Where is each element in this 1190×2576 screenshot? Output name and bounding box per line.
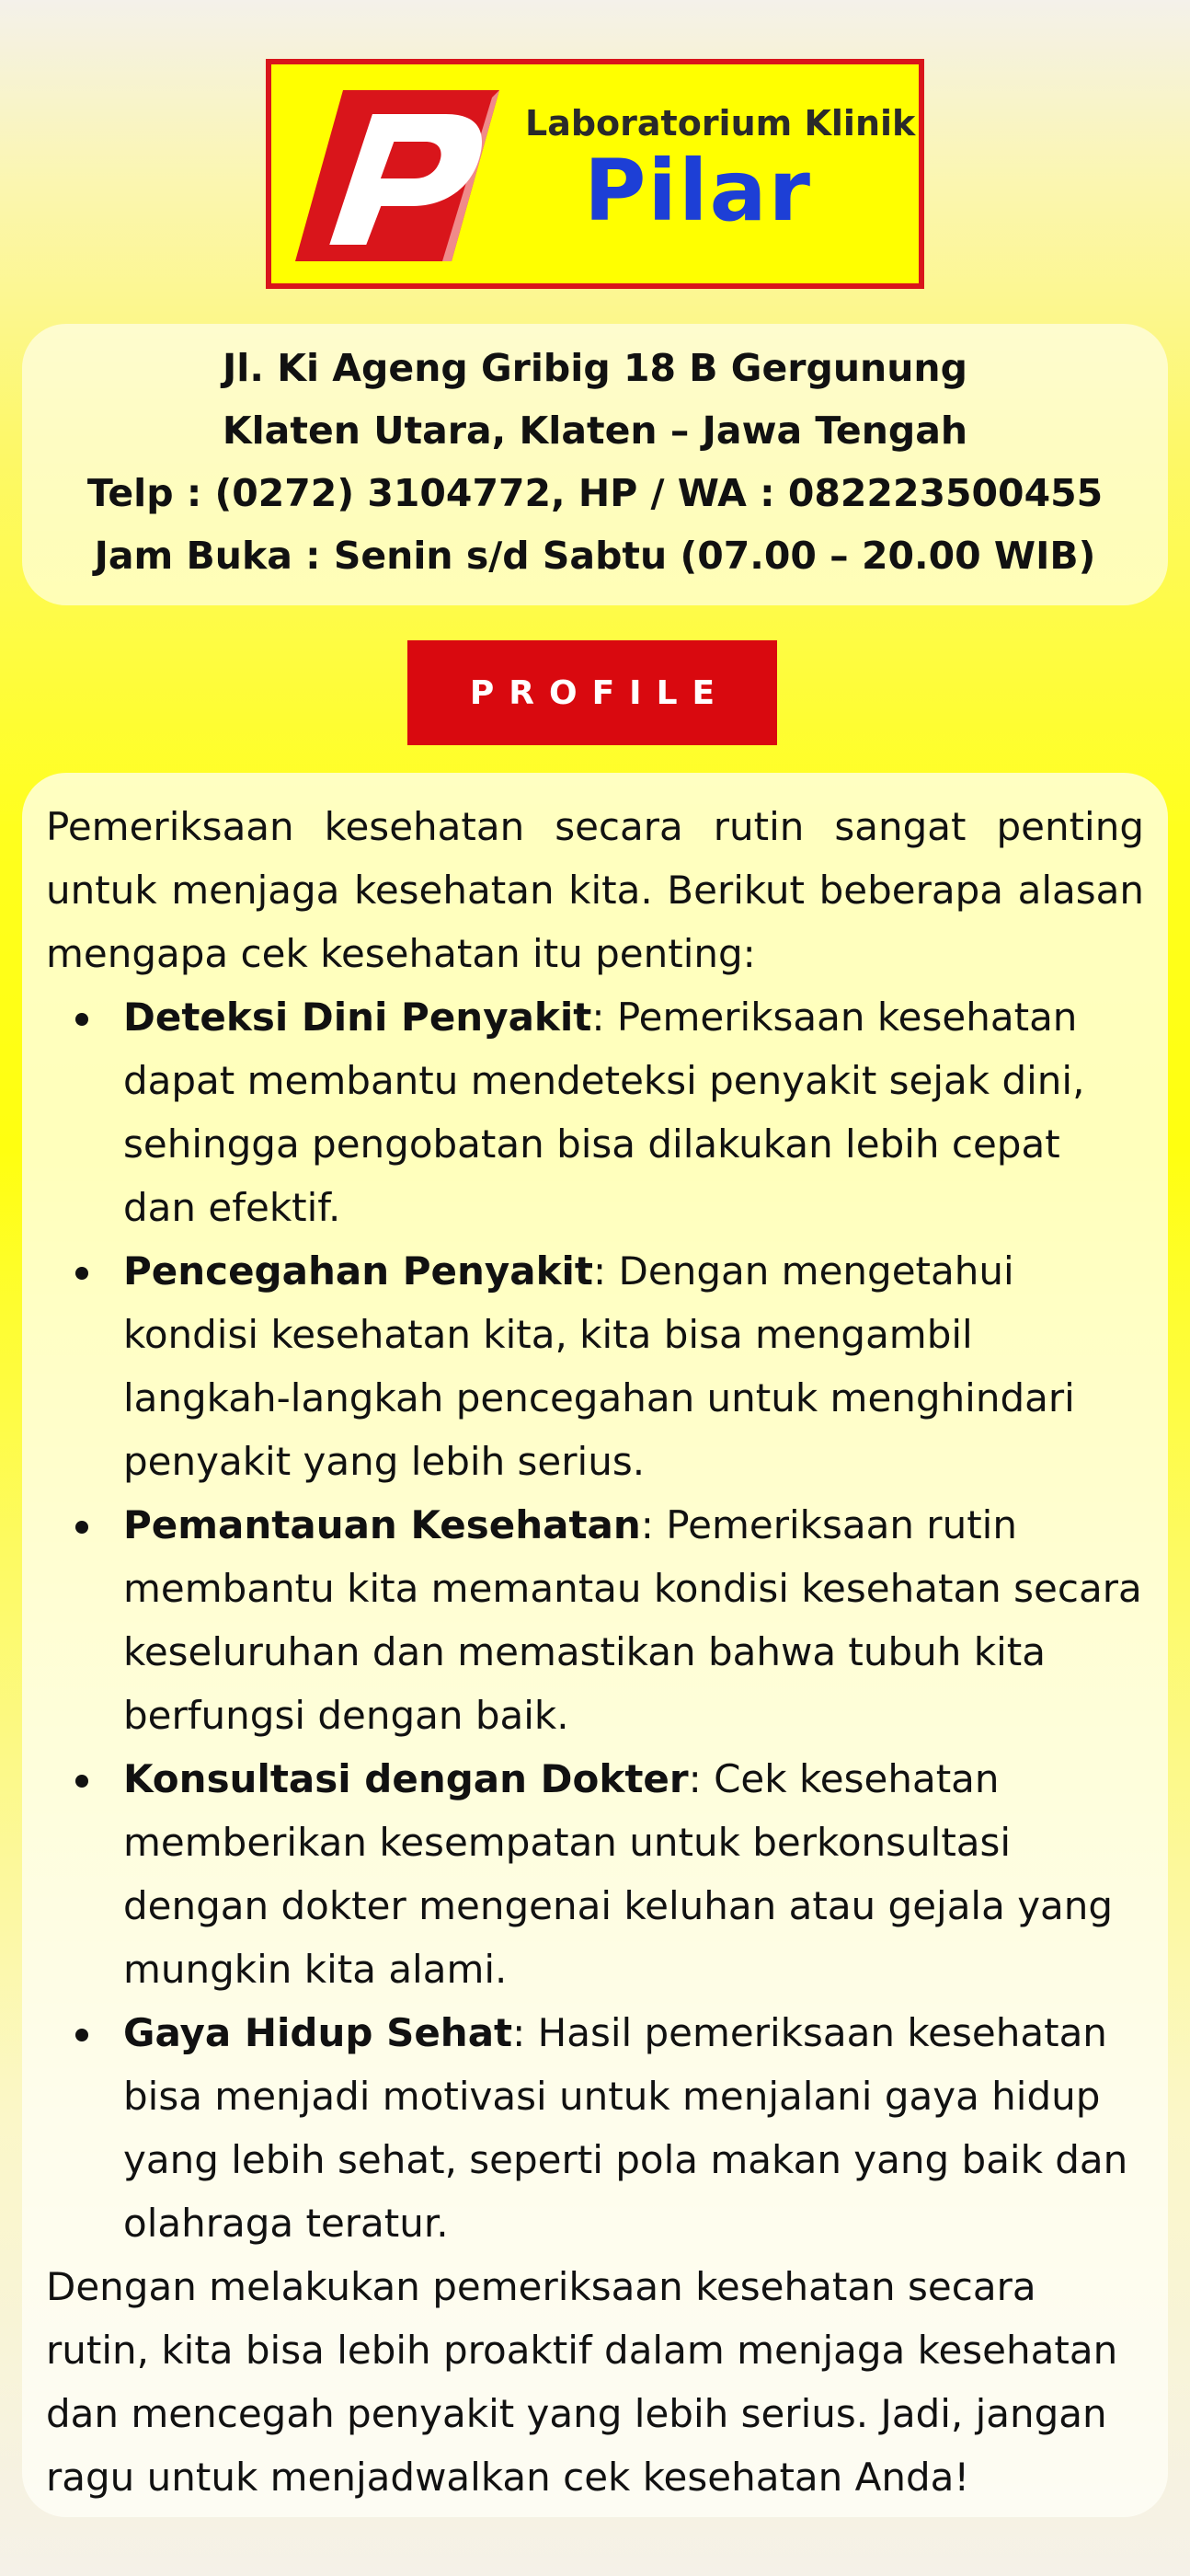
reason-title: Gaya Hidup Sehat — [123, 2010, 513, 2055]
article-outro: Dengan melakukan pemeriksaan kesehatan secara rutin, kita bisa lebih proaktif dalam menjaga kesehatan dan mencegah penyakit yang lebih serius. Jadi, jangan ragu untuk menjadwalkan cek kesehatan Anda! — [46, 2264, 1118, 2500]
logo-subtitle: Laboratorium Klinik — [525, 103, 916, 144]
reason-text: : Pemeriksaan rutin membantu kita memantau kondisi kesehatan secara keseluruhan dan memastikan bahwa tubuh kita berfungsi dengan baik. — [123, 1502, 1142, 1738]
logo-name: Pilar — [584, 142, 812, 240]
reason-text: : Hasil pemeriksaan kesehatan bisa menjadi motivasi untuk menjalani gaya hidup yang lebih sehat, seperti pola makan yang baik dan olahraga teratur. — [123, 2010, 1128, 2246]
reason-title: Deteksi Dini Penyakit — [123, 995, 592, 1040]
address-line-1: Jl. Ki Ageng Gribig 18 B Gergunung — [223, 346, 967, 390]
reason-text: : Cek kesehatan memberikan kesempatan untuk berkonsultasi dengan dokter mengenai keluhan atau gejala yang mungkin kita alami. — [123, 1756, 1114, 1992]
article-intro: Pemeriksaan kesehatan secara rutin sangat penting untuk menjaga kesehatan kita. Berikut beberapa alasan mengapa cek kesehatan itu penting: — [46, 804, 1144, 976]
reason-item-early-detection — [46, 985, 1144, 1239]
contact-card — [22, 324, 1168, 605]
reason-text: : Dengan mengetahui kondisi kesehatan kita, kita bisa mengambil langkah-langkah pencegahan untuk menghindari penyakit yang lebih serius. — [123, 1248, 1075, 1484]
reason-item-healthy-lifestyle — [46, 2001, 1144, 2255]
reason-item-monitoring — [46, 1493, 1144, 1747]
reason-title: Konsultasi dengan Dokter — [123, 1756, 689, 1801]
logo-p-mark-icon — [295, 88, 499, 263]
reason-item-prevention — [46, 1239, 1144, 1493]
opening-hours: Jam Buka : Senin s/d Sabtu (07.00 – 20.00 WIB) — [94, 534, 1096, 578]
reason-title: Pemantauan Kesehatan — [123, 1502, 641, 1547]
phone-line: Telp : (0272) 3104772, HP / WA : 082223500455 — [86, 471, 1104, 515]
address-line-2: Klaten Utara, Klaten – Jawa Tengah — [222, 408, 968, 453]
profile-button[interactable]: PROFILE — [407, 640, 777, 745]
clinic-logo — [266, 59, 924, 289]
reasons-list — [46, 985, 1144, 2255]
article-card — [22, 773, 1168, 2517]
reason-item-doctor-consultation — [46, 1747, 1144, 2001]
reason-text: : Pemeriksaan kesehatan dapat membantu mendeteksi penyakit sejak dini, sehingga pengobatan bisa dilakukan lebih cepat dan efektif. — [123, 995, 1085, 1230]
reason-title: Pencegahan Penyakit — [123, 1248, 594, 1294]
